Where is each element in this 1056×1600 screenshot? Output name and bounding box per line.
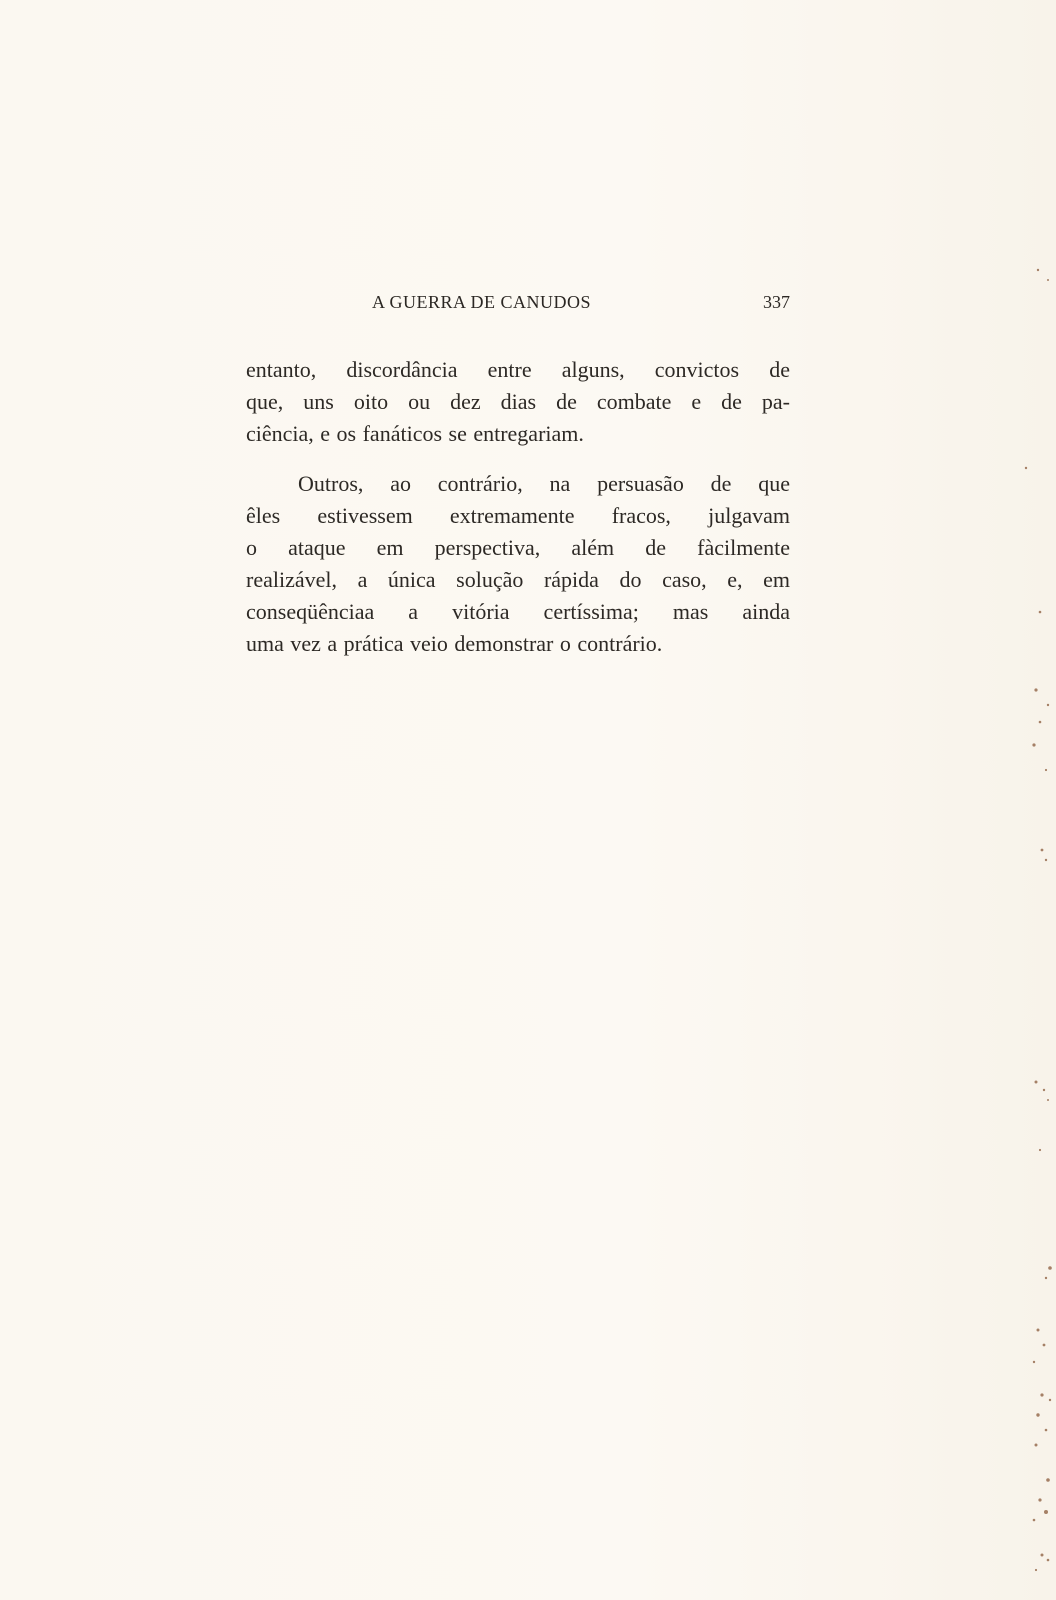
running-title: A GUERRA DE CANUDOS <box>372 292 592 312</box>
running-head <box>246 292 790 314</box>
page-number: 337 <box>763 292 790 312</box>
text-line: que, uns oito ou dez dias de combate e de pa- <box>246 389 790 414</box>
paragraph-2 <box>246 468 790 660</box>
text-line: ciência, e os fanáticos se entregariam. <box>246 421 584 446</box>
text-line: entanto, discordância entre alguns, convictos de <box>246 357 790 382</box>
body-text <box>246 354 790 660</box>
text-line: Outros, ao contrário, na persuasão de que <box>298 471 790 496</box>
text-line: conseqüênciaa a vitória certíssima; mas ainda <box>246 599 790 624</box>
text-line: êles estivessem extremamente fracos, julgavam <box>246 503 790 528</box>
paragraph-1 <box>246 354 790 450</box>
text-line: uma vez a prática veio demonstrar o contrário. <box>246 631 663 656</box>
foxing-specks <box>996 0 1056 1600</box>
text-line: o ataque em perspectiva, além de fàcilmente <box>246 535 790 560</box>
text-line: realizável, a única solução rápida do caso, e, em <box>246 567 790 592</box>
